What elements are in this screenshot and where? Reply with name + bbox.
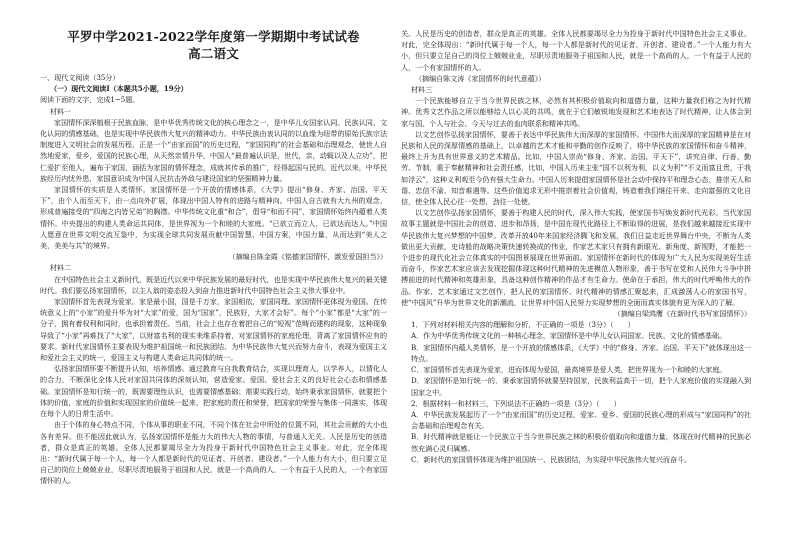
question-1-option-b: B．家国情怀内蕴人类情怀，是一个开放的情感体系，《大学》中的“修身、齐家、治国、平天下”就体现出这一特点。 — [411, 342, 751, 363]
question-2-option-c: C．新时代的家国情怀体现为维护祖国统一、民族团结，为实现中华民族伟大复兴而奋斗。 — [411, 454, 692, 464]
material-2-continuation: 关。人民是历史的创造者，群众是真正的英雄。全体人民都要竭尽全力为投身于新时代中国特色社会主义事业。对此，完全体现出：“新时代属于每一个人，每一个人都是新时代的见证者、开创者、建设者。”一个人能力有大小，但只要立足自己的岗位上兢兢业业，尽职尽责地服务于祖国和人民，就是一个高尚的人，一个有益于人民的人，一个有家国情怀的人。 — [401, 29, 751, 72]
reading-instruction: 阅读下面的文字，完成1~5题。 — [40, 95, 140, 105]
material-2-paragraph: 由于个体的身心特点不同，个体从事的职业不同，不同个体在社会中所处的位置不同，其社会贡献的大小也各有差异。但不能因此就认为，弘扬家国情怀是能力大的伟大人物的事情，与普通人无关。人民是历史的创造者，群众是真正的英雄。全体人民都要竭尽全力为投身于新时代中国特色社会主义事业。对此，完全体现出：“新时代属于每一个人，每一个人都是新时代的见证者、开创者、建设者。”一个人能力有大小，但只要立足自己的岗位上兢兢业业，尽职尽责地服务于祖国和人民，就是一个高尚的人，一个有益于人民的人，一个有家国情怀的人。 — [40, 420, 387, 486]
material-2-paragraph: 家国情怀首先表现为爱家。家是最小国，国是千万家，家国相依，家国同理。家国情怀更体现为爱国。在传统意义上的“小家”的爱升华为对“大家”的爱，国为“国家”，民族好，大家才会好”。每个“小家”都是“大家”的一分子，拥有着权利和同时，也承担着责任。当前，社会上也存在着把自己的“短视”范畴而建构的现象，这种现象导致了“小家”再难找了“大家”，以财富名利的现实来维系持着，对家国情怀的家庭伦理，背离了家国情怀应有的要求。新时代家国情怀主要表现为维护祖国统一和民族团结、为中华民族伟大复兴而努力奋斗，表现为爱国主义和爱社会主义的统一，爱国主义与构建人类命运共同体的统一。 — [40, 297, 387, 363]
material-3-source: （摘编自梁鸿鹰《在新时代书写家国情怀》） — [613, 309, 751, 319]
left-column — [40, 0, 387, 549]
section-heading: 一、现代文阅读（35分） — [40, 73, 120, 82]
material-2-paragraph: 弘扬家国情怀要不断提升认知，培养情感。通过教育与自我教育结合，实现以理育人，以学养人，以情化人的合力，不断深化全体人民对家国共同体的深刻认知，营造爱家、爱国、爱社会主义的良好社会心态和情感基础。家国情怀是知行统一的，既需要理性认识，也需要情感基础；需要实践行动，始终秉承家国情怀，就要把个体的价值，家庭的价值和实现国家的价值统一起来，把家庭的责任和荣誉，把国家的荣誉与集体一同落实，体现在每个人的日常生活中。 — [40, 364, 387, 419]
question-2-option-a: A．中华民族发展起历了一个“由家而国”的历史过程，爱家、爱乡、爱国的民族心理的形成与“家国同构”的社会基础和治理观念有关。 — [411, 409, 751, 431]
material-3-paragraph: 一个民族能够自立于当今世界民族之林，必然有其积极价值取向和道德力量，这种力量我们称之为时代精神。优秀文艺作品之所以能够给人以心灵的共鸣，就在于它们敏锐地发现和艺术地表达了时代精神，让人体会到家与国、个人与社会、今天与过去的血肉联系和精神共鸣。 — [401, 96, 751, 128]
question-1: 1．下列对材料相关内容的理解和分析，不正确的一项是（3分）（ ） — [411, 320, 635, 330]
material-3-paragraph: 以文艺创作弘扬家国情怀，要善于表达中华民族伟大而深厚的家国情怀。中国伟大而深厚的家国精神是在对民族和人民的深厚情感的基础上，以卓越的艺术才能和辛勤的创作反映了，将中华民族的家国情怀和奋斗精神，最终上升为具有世界意义的艺术精品。比如，中国人崇尚“修身、齐家、治国、平天下”，讲究自律、行善、勤劳、节制，重于奉献精神和社会责任感，比如，中国人历来主张“国不以利为利，以义为利”“不义而富且贵，于我如浮云”，这种义利观至今仍有强大生命力。中国人历来提倡家国情怀是社会动中保持平和理念心态，推崇天人和谐、忠信不渝、知音难遇等。这些价值追求无形中推崇着社会价值观，铸造着我们继往开来、走向富强的文化自信，使全体人民心往一处想，劲往一处使。 — [401, 129, 751, 207]
reading-heading: （一）现代文阅读Ⅰ（本题共5小题，19分） — [50, 84, 188, 94]
material-1-source: （摘编自陈金霞《铭德家国情怀，激发爱国担当》） — [228, 252, 387, 262]
material-1-label: 材料一 — [50, 106, 72, 116]
exam-title: 平罗中学2021-2022学年度第一学期期中考试试卷 — [67, 29, 360, 44]
question-1-option-d: D．家国情怀是知行统一的，秉承家国情怀就要坚持国家，民族利益高于一切，把个人家庭价值的实现融入到国家之中。 — [411, 376, 751, 397]
question-1-option-c: C．家国情怀首先表现为爱家，进而体现为爱国，最高境界是爱人类，把世界视为一个和睦的大家庭。 — [411, 365, 727, 375]
material-1-paragraph: 家国情怀的实质是人类情怀。家国情怀是一个开放的情感体系，《大学》提出“修身、齐家、治国、平天下”，由个人而至天下，由一点向外扩展，体现出中国人特有的进路与精神向。中国人自古就有大九州的观念，形成普遍接受的“四海之内皆兄弟”的胸襟。中华传统文化重“和合”，倡导“和而不同”，家国情怀始终内蕴着人类情怀。中央提出的构建人类命运共同体，是世界视为一个和睦的大家庭。“已欲立而立人，已欲达而达人。”中国人愿意在世界文明交流互鉴中，为实现全球共同发展贡献中国智慧、中国方案，中国力量，从而达到“美人之美，美美与共”的境界。 — [40, 185, 387, 251]
material-2-label: 材料二 — [50, 263, 72, 273]
exam-subtitle: 高二语文 — [188, 46, 239, 61]
question-1-option-a: A．作为中华优秀传统文化的一种核心理念，家国情怀是中华儿女认同国家、民族、文化的情感基础。 — [411, 331, 726, 341]
material-2-paragraph: 在中国特色社会主义新时代，既是近代以来中华民族发展的最好时代，也是实现中华民族伟大复兴的最关键时代。我们要弘扬家国情怀，以主人翁的姿态投入到奋力推进新时代中国特色社会主义伟大事业中。 — [40, 274, 387, 295]
material-3-paragraph: 以文艺创作弘扬家国情怀，要善于构建人民的时代，深入伟大实践，使家国书写焕发新时代光彩。当代家国故事主题就是中国社会的创造、进步和昂扬，是中国在现代化路径上不断取得的进展，是我们越来越接近实现中华民族伟大复兴梦想的中国梦。改革开放40年来国家经济腾飞和发展，我们日益走近世界舞台中央，不断为人类做出更大贡献，史诗般的战略决策快速转换成的伟业，作家艺术家只有拥有新眼光、新角度、新视野，才能把一个进步的现代化社会立体真实的中国图景展现在世界面前。家国情怀在新时代的体现为广大人民为实现美好生活而奋斗，作家艺术家应该去发现挖掘体现这种时代精神的先进模范人物形象，善于书写在党和人民伟大斗争中拼搏前进的时代精神和英雄形象，具备这种创作精神的作品才有生命力。使命在于承担，伟大的时代呼唤伟大的作品。作家、艺术家通过文艺创作，把人民的家国情怀、时代精神的情感汇聚起来，汇成激荡人心的家国书写，使“中国风”升华为世界文化的新潮流，让世界对中国人民努力实现梦想的全面而真实体貌有更为深入的了解。 — [401, 208, 751, 307]
question-2: 2．根据材料一和材料三，下列说法不正确的一项是（3分）（ ） — [411, 398, 621, 408]
right-column — [401, 0, 751, 549]
question-2-option-b: B．时代精神就是能让一个民族立于当今世界民族之林的积极价值取向和道德力量，体现在时代精神的民族必然充满心灵归属感。 — [411, 432, 751, 453]
material-2-source: （摘编自陈文涛《家国情怀的时代意蕴》） — [415, 73, 546, 83]
material-3-label: 材料三 — [411, 85, 433, 95]
material-1-paragraph: 家国情怀深深植根于民族血脉，是中华优秀传统文化的核心理念之一，是中华儿女国家认同、民族认同、文化认同的情感基础，也是实现中华民族伟大复兴的精神动力。中华民族由衷认同的以血缘为纽带的原始氏族宗法制度进入文明社会的发展历程，正是一个“由家而国”的历史过程，“家国同构”的社会基础和治理观念，使世人自然地爱家，爱乡，爱国的民族心理，从天然亲情升华，中国人“最普遍认识是，世代，亲，动辄以及人立功”，把仁爱扩至他人，遍布于家国，涵括为家国的情怀理念，成就其传承的推广，经得起国与民的。近代以来，中华民族经历内忧外患，家国意识成为中国人民抗击外敌与建设国家的坚强精神力量。 — [40, 117, 387, 183]
